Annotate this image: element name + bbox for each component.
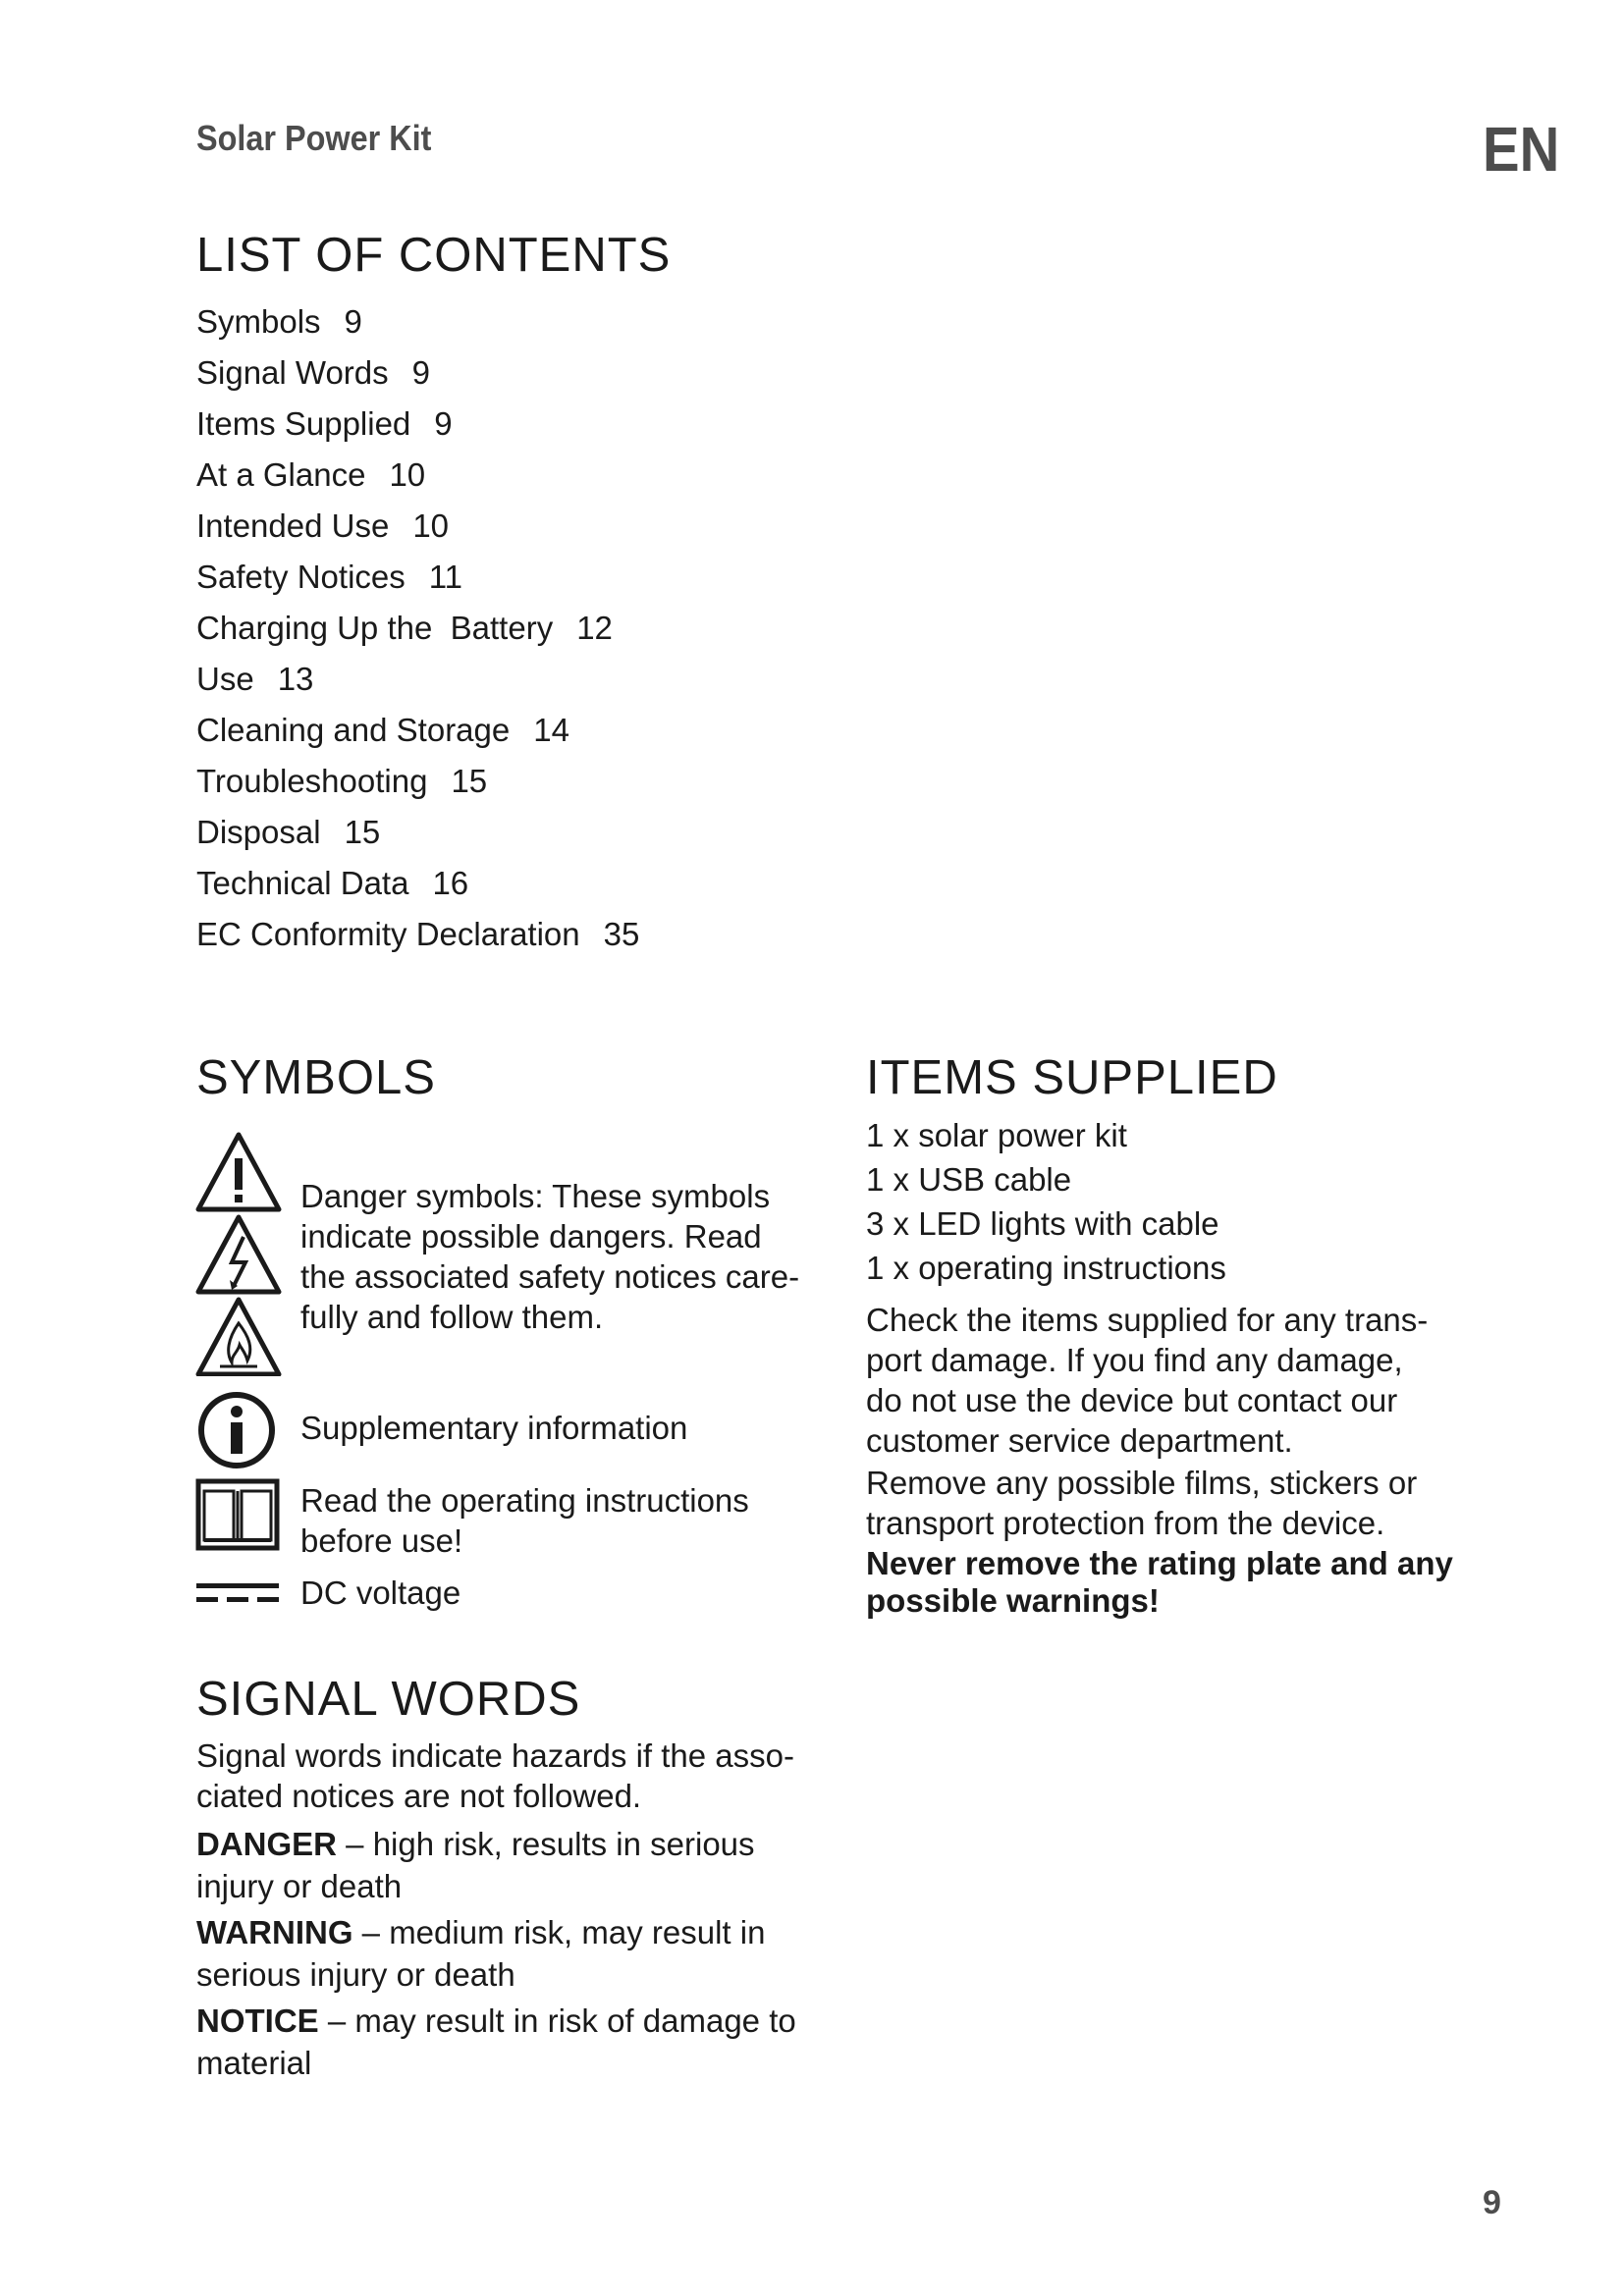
danger-line: fully and follow them. (300, 1299, 604, 1335)
signal-entry-notice (196, 1999, 844, 2083)
toc-entry-page: 9 (411, 354, 431, 391)
toc-entry-label: Items Supplied (196, 405, 411, 442)
warning-paragraph (866, 1545, 1514, 1620)
paragraph-line: possible warnings! (866, 1582, 1160, 1619)
paragraph-line: Remove any possible films, stickers or (866, 1465, 1418, 1501)
paragraph-line: do not use the device but contact our (866, 1382, 1398, 1418)
signal-description: – medium risk, may result in (352, 1914, 766, 1950)
toc-entry[interactable] (196, 296, 639, 347)
document-title: Solar Power Kit (196, 118, 432, 158)
dc-voltage-icon (194, 1580, 281, 1606)
toc-entry[interactable] (196, 501, 639, 552)
table-of-contents (196, 296, 639, 960)
toc-entry-label: Intended Use (196, 507, 390, 544)
check-paragraph (866, 1300, 1514, 1461)
danger-line: the associated safety notices care- (300, 1258, 800, 1295)
toc-entry-label: Safety Notices (196, 559, 406, 595)
signal-description-cont: serious injury or death (196, 1956, 515, 1993)
signal-intro-line: ciated notices are not followed. (196, 1778, 642, 1814)
danger-line: indicate possible dangers. Read (300, 1218, 762, 1255)
danger-symbols-group (194, 1131, 283, 1376)
toc-entry-page: 14 (533, 712, 569, 748)
toc-entry-page: 12 (576, 610, 613, 646)
symbols-heading: SYMBOLS (196, 1051, 436, 1104)
toc-entry-page: 15 (344, 814, 381, 850)
toc-heading: LIST OF CONTENTS (196, 229, 672, 282)
paragraph-line: Check the items supplied for any trans- (866, 1302, 1429, 1338)
signal-entry-danger (196, 1822, 844, 1906)
toc-entry[interactable] (196, 705, 639, 756)
toc-entry[interactable] (196, 450, 639, 501)
toc-entry-page: 9 (434, 405, 453, 442)
signal-words-heading: SIGNAL WORDS (196, 1673, 581, 1726)
language-code: EN (1483, 114, 1560, 185)
danger-line: Danger symbols: These symbols (300, 1178, 771, 1214)
paragraph-line: port damage. If you find any damage, (866, 1342, 1403, 1378)
electric-hazard-icon (198, 1217, 279, 1292)
toc-entry-label: Signal Words (196, 354, 389, 391)
manual-icon (194, 1477, 281, 1552)
manual-line: before use! (300, 1522, 463, 1559)
toc-entry-page: 35 (603, 916, 640, 952)
info-description: Supplementary information (300, 1410, 688, 1446)
danger-symbols-description (300, 1176, 799, 1337)
toc-entry-page: 11 (428, 559, 463, 595)
toc-entry-label: At a Glance (196, 456, 366, 493)
toc-entry-label: EC Conformity Declaration (196, 916, 580, 952)
toc-entry-page: 9 (344, 303, 362, 340)
manual-description (300, 1480, 749, 1561)
signal-word: NOTICE (196, 2002, 319, 2039)
signal-words-body (196, 1735, 844, 2083)
toc-entry[interactable] (196, 909, 639, 960)
toc-entry-page: 13 (277, 661, 314, 697)
remove-paragraph (866, 1463, 1514, 1543)
toc-entry-page: 16 (432, 865, 469, 901)
page-number: 9 (1483, 2184, 1501, 2221)
toc-entry-label: Technical Data (196, 865, 409, 901)
toc-entry[interactable] (196, 603, 639, 654)
toc-entry-label: Troubleshooting (196, 763, 428, 799)
toc-entry[interactable] (196, 807, 639, 858)
toc-entry-page: 10 (389, 456, 426, 493)
toc-entry[interactable] (196, 858, 639, 909)
list-item: 1 x operating instructions (866, 1250, 1226, 1286)
signal-description-cont: injury or death (196, 1868, 403, 1904)
toc-entry-label: Symbols (196, 303, 321, 340)
toc-entry-label: Use (196, 661, 254, 697)
toc-entry[interactable] (196, 654, 639, 705)
toc-entry-page: 15 (451, 763, 488, 799)
list-item: 1 x USB cable (866, 1161, 1072, 1198)
toc-entry-page: 10 (412, 507, 450, 544)
signal-word: WARNING (196, 1914, 353, 1950)
toc-entry-label: Charging Up the Battery (196, 610, 554, 646)
toc-entry-label: Cleaning and Storage (196, 712, 511, 748)
toc-entry[interactable] (196, 399, 639, 450)
signal-word: DANGER (196, 1826, 338, 1862)
signal-description: – may result in risk of damage to (318, 2002, 796, 2039)
warning-triangle-icon (198, 1135, 279, 1209)
paragraph-line: customer service department. (866, 1422, 1293, 1459)
toc-entry[interactable] (196, 552, 639, 603)
signal-entry-warning (196, 1910, 844, 1995)
toc-entry[interactable] (196, 347, 639, 399)
toc-entry[interactable] (196, 756, 639, 807)
list-item: 1 x solar power kit (866, 1117, 1127, 1153)
fire-hazard-icon (198, 1300, 279, 1374)
items-supplied-heading: ITEMS SUPPLIED (866, 1051, 1278, 1104)
items-supplied-body (866, 1113, 1514, 1620)
signal-description: – high risk, results in serious (337, 1826, 755, 1862)
info-icon (196, 1390, 277, 1470)
toc-entry-label: Disposal (196, 814, 321, 850)
manual-line: Read the operating instructions (300, 1482, 749, 1519)
signal-description-cont: material (196, 2045, 312, 2081)
paragraph-line: transport protection from the device. (866, 1505, 1385, 1541)
paragraph-line: Never remove the rating plate and any (866, 1545, 1453, 1581)
signal-intro-line: Signal words indicate hazards if the asso- (196, 1737, 794, 1774)
list-item: 3 x LED lights with cable (866, 1205, 1219, 1242)
dc-voltage-description: DC voltage (300, 1575, 461, 1611)
